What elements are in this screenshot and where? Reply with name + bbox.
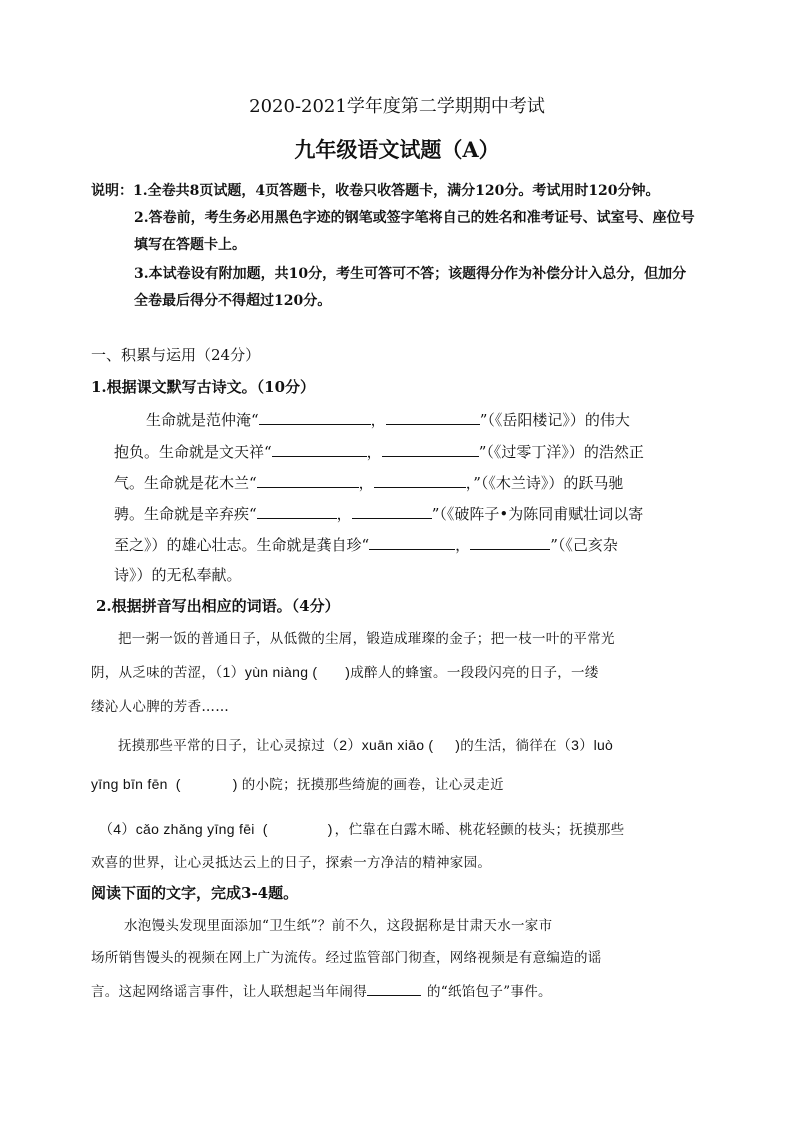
answer-blank[interactable] [374, 472, 466, 488]
instruction-line-4: 3.本试卷设有附加题，共10分，考生可答可不答；该题得分作为补偿分计入总分，但加分 [134, 266, 687, 282]
q2-para3-line2: 欢喜的世界，让心灵抵达云上的日子，探索一方净洁的精神家园。 [91, 855, 492, 871]
reading-line-2: 场所销售馒头的视频在网上广为流传。经过监管部门彻查，网络视频是有意编造的谣 [91, 950, 602, 966]
answer-blank[interactable] [367, 980, 421, 996]
pinyin-2: xuān xiāo [361, 737, 425, 753]
answer-blank[interactable] [257, 472, 359, 488]
answer-blank[interactable] [386, 409, 480, 425]
q2-para3-line1: （4）cǎo zhǎng yīng fēi ( ) ，伫靠在白露木晞、桃花轻颤的枝头；抚摸那些 [99, 821, 625, 838]
q2-para1-line1: 把一粥一饭的普通日子，从低微的尘屑，锻造成璀璨的金子；把一枝一叶的平常光 [118, 631, 615, 647]
instruction-line-1: 说明：1.全卷共8页试题，4页答题卡，收卷只收答题卡，满分120分。考试用时120分钟。 [91, 183, 660, 199]
instruction-line-5: 全卷最后得分不得超过120分。 [134, 293, 332, 309]
instruction-line-2: 2.答卷前，考生务必用黑色字迹的钢笔或签字笔将自己的姓名和准考证号、试室号、座位号 [134, 210, 695, 226]
q2-para1-line2: 阴，从乏味的苦涩，（1）yùn niàng ( )成醉人的蜂蜜。一段段闪亮的日子，一缕 [91, 664, 599, 681]
answer-blank[interactable] [272, 441, 367, 457]
q2-para2-line2: yīng bīn fēn ( ) 的小院；抚摸那些绮旎的画卷，让心灵走近 [91, 776, 504, 793]
reading-line-1: 水泡馒头发现里面添加“卫生纸”？前不久，这段据称是甘肃天水一家市 [124, 918, 553, 934]
exam-subject-title: 九年级语文试题（A） [294, 137, 500, 162]
answer-blank[interactable] [470, 534, 550, 550]
reading-line-3: 言。这起网络谣言事件，让人联想起当年闹得 的“纸馅包子”事件。 [91, 980, 552, 1002]
answer-blank[interactable] [352, 503, 432, 519]
q1-line-3: 气。生命就是花木兰“ ， ，”（《木兰诗》）的跃马驰 [114, 474, 624, 492]
q2-para2-line1: 抚摸那些平常的日子，让心灵掠过（2）xuān xiāo ( )的生活，徜徉在（3）luò [118, 737, 614, 754]
question-2-title: 2.根据拼音写出相应的词语。（4分） [96, 597, 340, 615]
instruction-line-3: 填写在答题卡上。 [134, 237, 246, 253]
q1-line-2: 抱负。生命就是文天祥“ ， ”（《过零丁洋》）的浩然正 [114, 443, 644, 461]
exam-term-title: 2020-2021学年度第二学期期中考试 [249, 96, 545, 117]
pinyin-3: luò [593, 737, 614, 753]
answer-blank[interactable] [257, 503, 337, 519]
question-1-title: 1.根据课文默写古诗文。（10分） [91, 378, 316, 396]
q1-line-6: 诗》）的无私奉献。 [114, 566, 242, 584]
reading-title: 阅读下面的文字，完成3-4题。 [91, 884, 299, 902]
q1-line-1: 生命就是范仲淹“ ， ”（《岳阳楼记》）的伟大 [146, 411, 630, 429]
section-title: 一、积累与运用（24分） [91, 346, 261, 364]
pinyin-1: yùn niàng [244, 664, 309, 680]
answer-blank[interactable] [382, 441, 479, 457]
answer-blank[interactable] [259, 409, 371, 425]
q2-para1-line3: 缕沁人心脾的芳香…… [91, 699, 229, 715]
q1-line-4: 骋。生命就是辛弃疾“ ， ”（《破阵子•为陈同甫赋壮词以寄 [114, 505, 644, 523]
q1-line-5: 至之》）的雄心壮志。生命就是龚自珍“ ， ”（《己亥杂 [114, 536, 618, 554]
answer-blank[interactable] [369, 534, 455, 550]
pinyin-4: cǎo zhǎng yīng fēi [135, 821, 255, 837]
